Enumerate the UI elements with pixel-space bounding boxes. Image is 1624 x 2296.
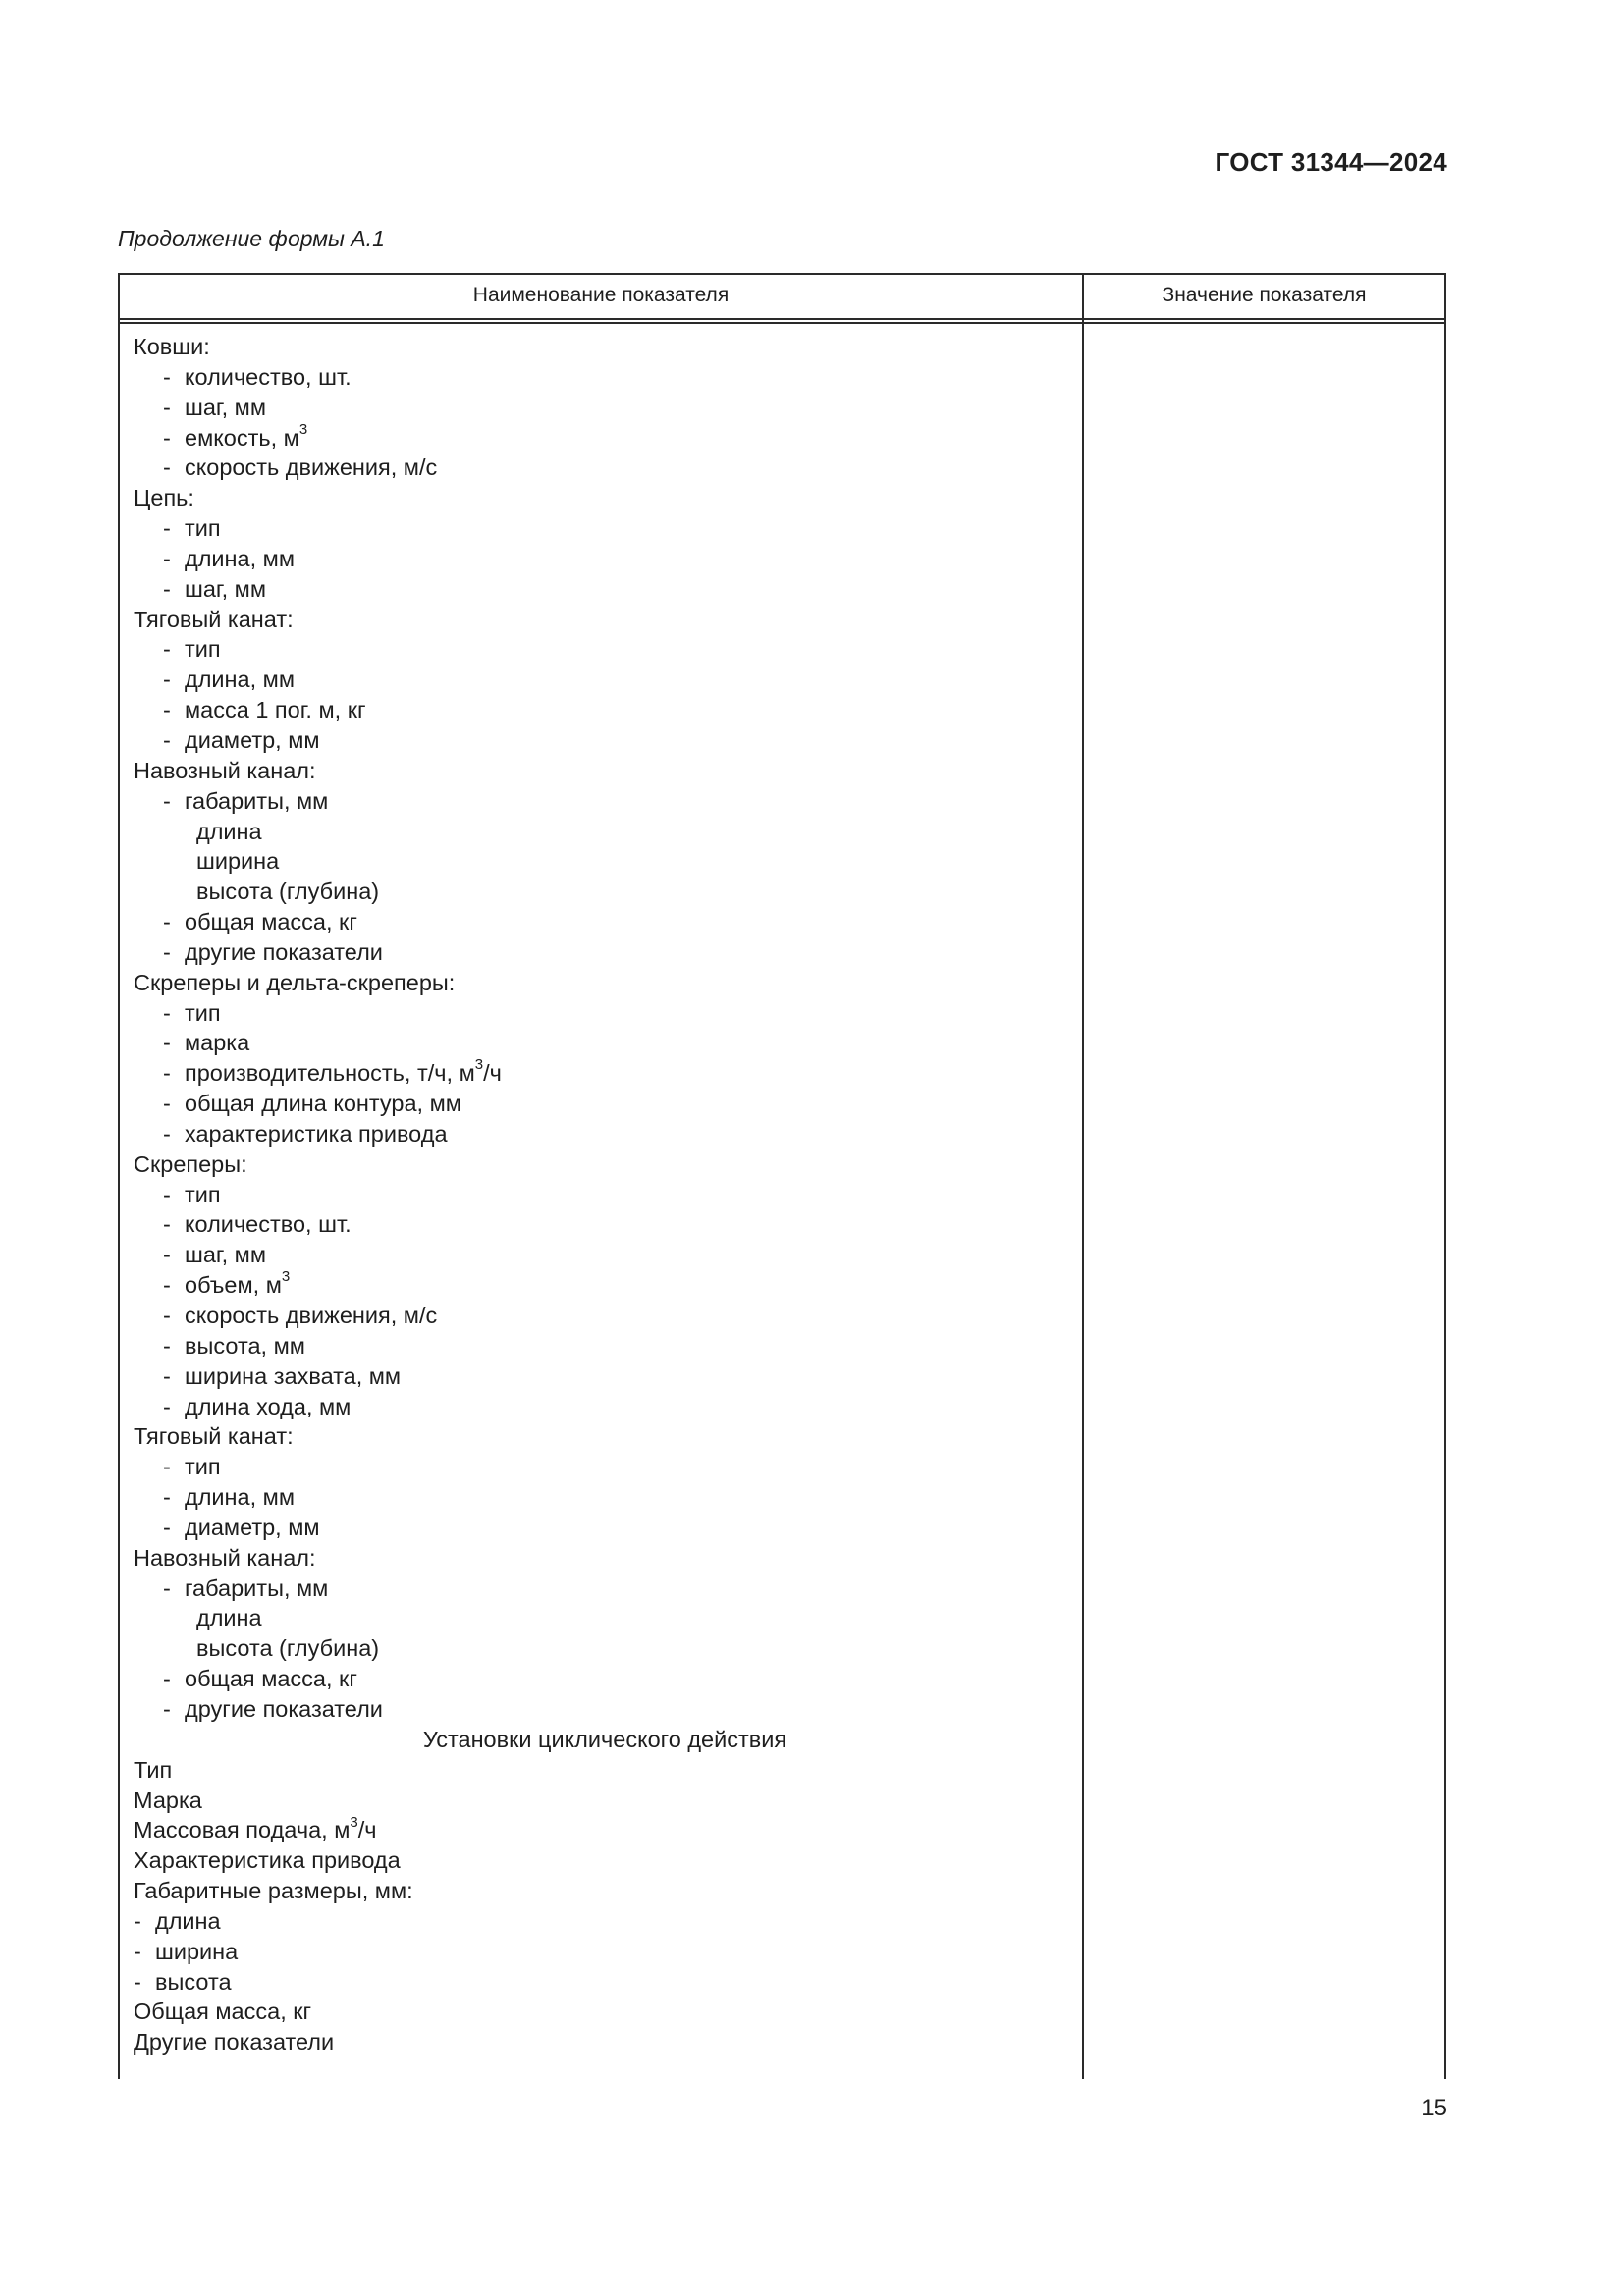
row-dash: - [163, 1666, 171, 1692]
row-dash: - [163, 363, 171, 390]
row-superscript: 3 [281, 1268, 291, 1286]
table-row [134, 1392, 1076, 1422]
row-label: габариты, мм [185, 787, 329, 814]
table-row [134, 1301, 1076, 1331]
table-row [134, 1089, 1076, 1119]
table-row [134, 420, 1076, 454]
table-row [134, 483, 1076, 513]
row-label: длина [155, 1907, 221, 1934]
table-row [134, 937, 1076, 968]
row-dash: - [163, 1272, 171, 1299]
form-caption: Продолжение формы А.1 [118, 226, 385, 251]
row-dash: - [163, 636, 171, 663]
row-dash: - [163, 1303, 171, 1328]
row-dash: - [163, 424, 171, 451]
table-row [134, 1543, 1076, 1574]
row-dash: - [163, 1242, 171, 1268]
table-row [134, 393, 1076, 423]
table-row [134, 574, 1076, 605]
row-dash: - [163, 394, 171, 420]
row-label: шаг, мм [185, 575, 266, 602]
row-label: Ковши: [134, 334, 210, 359]
row-label: другие показатели [185, 1695, 383, 1722]
table-row [134, 1725, 1076, 1755]
table-row [134, 1513, 1076, 1543]
table-row [134, 1845, 1076, 1876]
row-dash: - [163, 454, 171, 481]
row-dash: - [163, 697, 171, 723]
row-dash: - [163, 1393, 171, 1419]
row-dash: - [163, 1120, 171, 1147]
row-label: скорость движения, м/с [185, 1303, 438, 1328]
row-dash: - [163, 1575, 171, 1601]
table-row [134, 1028, 1076, 1058]
row-label: общая длина контура, мм [185, 1091, 461, 1117]
row-label: шаг, мм [185, 1242, 266, 1268]
row-dash: - [163, 938, 171, 965]
row-dash: - [163, 1695, 171, 1722]
row-dash: - [163, 545, 171, 571]
row-label: длина, мм [185, 1484, 295, 1511]
table-row [134, 1664, 1076, 1694]
header-divider-1 [118, 318, 1446, 320]
table-row [134, 1240, 1076, 1270]
row-superscript: 3 [298, 420, 308, 438]
table-row [134, 1603, 1076, 1633]
row-label: ширина захвата, мм [185, 1362, 402, 1389]
row-label: диаметр, мм [185, 726, 320, 753]
row-label: высота (глубина) [196, 1635, 380, 1662]
table-border-left [118, 273, 120, 2079]
table-row [134, 1633, 1076, 1664]
table-row [134, 998, 1076, 1029]
column-header-name: Наименование показателя [472, 284, 730, 306]
column-header-value: Значение показателя [1162, 284, 1367, 306]
table-row [134, 786, 1076, 817]
row-label: Тяговый канат: [134, 606, 294, 632]
table-row [134, 846, 1076, 877]
table-row [134, 1815, 1076, 1845]
row-label: масса 1 пог. м, кг [185, 697, 366, 723]
table-row [134, 817, 1076, 847]
row-label: Навозный канал: [134, 757, 316, 783]
row-label: скорость движения, м/с [185, 454, 438, 481]
table-row [134, 453, 1076, 483]
row-dash: - [163, 1454, 171, 1480]
row-label: Скреперы: [134, 1150, 247, 1177]
row-dash: - [163, 1484, 171, 1511]
row-label: общая масса, кг [185, 909, 357, 935]
row-label: Тяговый канат: [134, 1423, 294, 1450]
row-dash: - [134, 1938, 141, 1964]
row-label: другие показатели [185, 938, 383, 965]
row-label: марка [185, 1030, 250, 1056]
row-label: производительность, т/ч, м [185, 1060, 475, 1087]
row-label: Общая масса, кг [134, 1999, 312, 2025]
row-label: тип [185, 999, 221, 1026]
row-label: Навозный канал: [134, 1544, 316, 1571]
table-row [134, 332, 1076, 362]
table-row [134, 1270, 1076, 1301]
table-row [134, 907, 1076, 937]
row-label: Цепь: [134, 485, 194, 511]
page-number: 15 [1421, 2095, 1447, 2121]
row-dash: - [163, 909, 171, 935]
row-dash: - [163, 515, 171, 542]
row-label: ширина [196, 848, 280, 875]
table-row [134, 362, 1076, 393]
table-row [134, 1694, 1076, 1725]
table-row [134, 1362, 1076, 1392]
table-row [134, 1209, 1076, 1240]
row-label: Характеристика привода [134, 1847, 401, 1874]
row-label: длина, мм [185, 545, 295, 571]
row-label: длина, мм [185, 667, 295, 693]
row-dash: - [163, 787, 171, 814]
table-row [134, 513, 1076, 544]
table-row [134, 1906, 1076, 1937]
table-row [134, 1786, 1076, 1816]
table-row [134, 1331, 1076, 1362]
table-row [134, 665, 1076, 695]
row-label: Установки циклического действия [422, 1726, 787, 1752]
table-row [134, 1997, 1076, 2027]
row-superscript: 3 [350, 1813, 358, 1831]
row-dash: - [163, 1060, 171, 1087]
row-label: тип [185, 515, 221, 542]
row-dash: - [163, 575, 171, 602]
row-label: длина [196, 818, 262, 844]
row-dash: - [163, 1211, 171, 1238]
row-dash: - [163, 999, 171, 1026]
row-label: емкость, м [185, 424, 299, 451]
row-dash: - [134, 1968, 141, 1995]
row-superscript: 3 [474, 1056, 484, 1074]
row-label: высота, мм [185, 1332, 305, 1359]
row-label: количество, шт. [185, 363, 352, 390]
table-row [134, 1452, 1076, 1482]
row-label: Тип [134, 1756, 173, 1783]
table-row [134, 544, 1076, 574]
row-suffix: /ч [357, 1817, 377, 1843]
table-row [134, 1967, 1076, 1998]
row-label: длина [196, 1605, 262, 1631]
table-row [134, 1755, 1076, 1786]
row-dash: - [163, 726, 171, 753]
row-label: тип [185, 636, 221, 663]
table-row [134, 695, 1076, 725]
row-label: объем, м [185, 1272, 282, 1299]
table-row [134, 1149, 1076, 1180]
row-label: количество, шт. [185, 1211, 352, 1238]
row-label: общая масса, кг [185, 1666, 357, 1692]
row-label: Скреперы и дельта-скреперы: [134, 969, 456, 995]
indicator-rows [134, 332, 1076, 2057]
row-label: шаг, мм [185, 394, 266, 420]
table-row [134, 1937, 1076, 1967]
table-row [134, 605, 1076, 635]
table-row [134, 968, 1076, 998]
row-dash: - [163, 1181, 171, 1207]
row-label: высота [155, 1968, 232, 1995]
document-code: ГОСТ 31344—2024 [1215, 147, 1447, 177]
column-divider [1082, 273, 1084, 2079]
table-border-right [1444, 273, 1446, 2079]
row-label: Массовая подача, м [134, 1817, 351, 1843]
row-label: Другие показатели [134, 2029, 335, 2056]
row-label: характеристика привода [185, 1120, 448, 1147]
table-row [134, 1180, 1076, 1210]
row-dash: - [134, 1907, 141, 1934]
row-dash: - [163, 667, 171, 693]
row-label: высота (глубина) [196, 879, 380, 905]
row-label: Габаритные размеры, мм: [134, 1878, 413, 1904]
table-row [134, 1876, 1076, 1906]
table-row [134, 1574, 1076, 1604]
table-row [134, 1058, 1076, 1089]
table-row [134, 877, 1076, 907]
table-row [134, 2027, 1076, 2057]
row-dash: - [163, 1332, 171, 1359]
indicator-table [118, 273, 1446, 2079]
row-label: тип [185, 1454, 221, 1480]
row-dash: - [163, 1030, 171, 1056]
row-label: длина хода, мм [185, 1393, 352, 1419]
table-row [134, 1119, 1076, 1149]
table-row [134, 725, 1076, 756]
header-divider-2 [118, 322, 1446, 324]
row-label: тип [185, 1181, 221, 1207]
row-label: габариты, мм [185, 1575, 329, 1601]
table-row [134, 1421, 1076, 1452]
row-dash: - [163, 1514, 171, 1540]
row-dash: - [163, 1362, 171, 1389]
row-label: ширина [155, 1938, 239, 1964]
table-row [134, 1482, 1076, 1513]
row-label: диаметр, мм [185, 1514, 320, 1540]
row-dash: - [163, 1091, 171, 1117]
table-row [134, 756, 1076, 786]
table-row [134, 634, 1076, 665]
row-label: Марка [134, 1787, 202, 1813]
row-suffix: /ч [483, 1060, 502, 1087]
